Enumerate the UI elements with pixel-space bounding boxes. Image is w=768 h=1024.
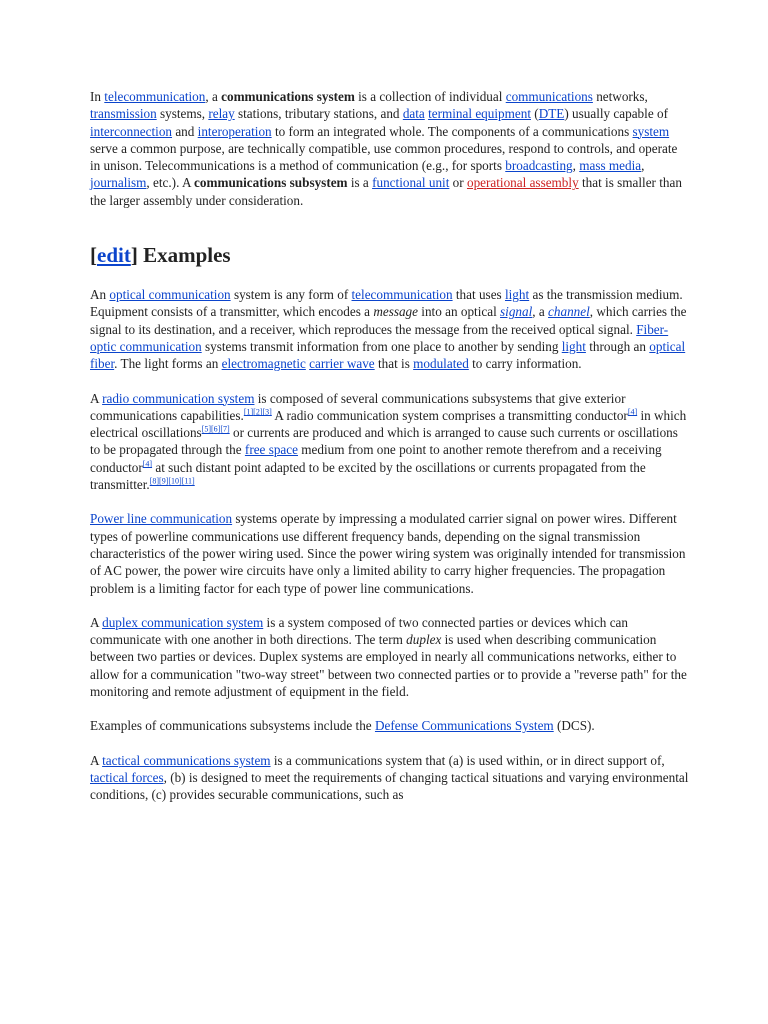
link-channel[interactable] <box>548 304 590 319</box>
intro-paragraph <box>90 88 690 209</box>
article-body <box>90 88 690 821</box>
link-radio-communication-system[interactable]: radio communication system <box>102 390 255 406</box>
text-run: through an <box>585 338 650 354</box>
link-broadcasting[interactable]: broadcasting <box>505 158 573 174</box>
bracket-open: [ <box>90 243 97 268</box>
link-light[interactable]: light <box>561 338 586 354</box>
paragraph-subsystem-examples <box>90 717 690 734</box>
text-run: systems operate by impressing a modulated carrier signal on power wires. Different types of powerline communications use different frequency bands, depending on the signal transmission characteristics of the power wiring used. Since the power wiring system was originally intended for transmission of AC power, the power wire circuits have only a limited ability to carry higher frequencies. The propagation problem is a limiting factor for each type of power line communications. <box>90 511 686 596</box>
citation-group <box>150 477 195 486</box>
text-run: that uses <box>452 287 505 303</box>
citation-link[interactable]: [7] <box>220 424 230 434</box>
text-run: networks, <box>592 89 648 104</box>
citation-group <box>202 425 230 434</box>
link-duplex-communication-system[interactable]: duplex communication system <box>102 614 264 630</box>
text-run: ( <box>530 106 539 122</box>
text-run: systems transmit information from one place to another by sending <box>201 338 562 354</box>
text-run: , etc.). A <box>146 175 195 191</box>
text-run: is a <box>347 175 373 191</box>
link-tactical-forces[interactable]: tactical forces <box>90 769 164 785</box>
section-title: Examples <box>137 243 231 268</box>
citation-group <box>143 459 152 468</box>
link-signal[interactable] <box>500 304 532 319</box>
bracket-close: ] <box>130 243 138 268</box>
section-heading-examples <box>90 242 690 268</box>
text-run: that is smaller than the larger assembly under consideration. <box>90 175 682 208</box>
text-run: A <box>90 614 103 630</box>
citation-link[interactable]: [10] <box>168 476 182 486</box>
link-defense-communications-system[interactable]: Defense Communications System <box>374 718 554 734</box>
text-run: . The light forms an <box>114 356 222 372</box>
link-transmission[interactable]: transmission <box>90 106 157 122</box>
citation-link[interactable]: [1] <box>243 407 254 417</box>
text-run: and <box>172 123 198 139</box>
bold-term: communications subsystem <box>194 175 348 191</box>
citation-link[interactable]: [6] <box>211 424 221 434</box>
citation-link[interactable]: [4] <box>627 407 638 417</box>
bold-term: communications system <box>221 89 355 104</box>
text-run: A radio communication system comprises a transmitting conductor <box>271 407 628 423</box>
text-run: serve a common purpose, are technically compatible, use common procedures, respond to controls, and operate in unison. Telecommunications is a method of communication (e.g., for sports <box>90 140 678 174</box>
text-run: as the transmission medium. Equipment consists of a transmitter, which encodes a <box>90 287 683 320</box>
link-power-line-communication[interactable]: Power line communication <box>90 511 233 527</box>
link-operational-assembly[interactable]: operational assembly <box>466 175 579 191</box>
text-run: is a collection of individual <box>354 89 506 104</box>
text-run: medium from one point to another remote therefrom and a receiving conductor <box>90 442 662 475</box>
text-run: , (b) is designed to meet the requirements of changing tactical situations and varying environmental conditions, (c) provides securable communications, such as <box>90 769 689 803</box>
text-run: at such distant point adapted to be excited by the oscillations or currents propagated from the transmitter. <box>90 459 646 493</box>
link-relay[interactable]: relay <box>208 106 235 122</box>
text-run: ) usually capable of <box>564 106 668 122</box>
citation-link[interactable]: [8] <box>149 476 160 486</box>
link-tactical-communications-system[interactable]: tactical communications system <box>102 752 271 768</box>
link-carrier-wave[interactable]: carrier wave <box>309 356 375 372</box>
citation-link[interactable]: [9] <box>159 476 169 486</box>
text-run: Examples of communications subsystems include the <box>90 718 375 734</box>
paragraph-duplex-communication <box>90 614 690 700</box>
citation-link[interactable]: [4] <box>142 459 153 469</box>
text-run: An <box>90 287 110 303</box>
link-journalism[interactable]: journalism <box>90 175 147 191</box>
edit-section-link[interactable]: edit <box>97 243 131 268</box>
text-run: or <box>449 175 467 191</box>
link-dte[interactable]: DTE <box>538 106 565 122</box>
link-modulated[interactable]: modulated <box>413 356 469 372</box>
text-run: is a system composed of two connected parties or devices which can communicate with one another in both directions. The term <box>90 614 628 648</box>
link-free-space[interactable]: free space <box>244 442 298 458</box>
link-terminal-equipment[interactable]: terminal equipment <box>428 106 531 122</box>
link-interoperation[interactable]: interoperation <box>197 123 272 139</box>
link-text-italic: channel <box>548 304 590 320</box>
citation-link[interactable]: [5] <box>201 424 212 434</box>
link-optical-communication[interactable]: optical communication <box>109 287 231 303</box>
text-run: , <box>641 158 645 174</box>
text-run: , a <box>532 304 549 320</box>
text-run: (DCS). <box>553 718 595 734</box>
link-mass-media[interactable]: mass media <box>579 158 642 174</box>
text-run: in which electrical oscillations <box>90 407 687 441</box>
citation-group <box>244 407 272 416</box>
link-text-italic: signal <box>500 304 533 320</box>
citation-group <box>628 407 637 416</box>
text-run: to form an integrated whole. The components of a communications <box>271 123 633 139</box>
link-optical-fiber[interactable]: optical fiber <box>90 338 686 372</box>
italic-term: message <box>373 304 418 320</box>
text-run: or currents are produced and which is arranged to cause such currents or oscillations to be propagated through the <box>90 425 678 458</box>
paragraph-tactical-communications <box>90 752 690 804</box>
link-light[interactable]: light <box>504 287 530 303</box>
text-run: is a communications system that (a) is used within, or in direct support of, <box>270 752 665 768</box>
citation-link[interactable]: [3] <box>262 407 272 417</box>
link-telecommunication[interactable]: telecommunication <box>351 287 453 303</box>
link-data[interactable]: data <box>402 106 425 122</box>
text-run: system is any form of <box>230 287 352 303</box>
paragraph-radio-communication <box>90 390 690 494</box>
citation-link[interactable]: [2] <box>253 407 263 417</box>
text-run: A <box>90 752 103 768</box>
text-run: to carry information. <box>468 356 582 372</box>
italic-term: duplex <box>406 632 442 648</box>
text-run: , a <box>205 89 222 104</box>
citation-link[interactable]: [11] <box>181 476 195 486</box>
text-run: into an optical <box>418 304 501 320</box>
link-functional-unit[interactable]: functional unit <box>372 175 450 191</box>
paragraph-power-line-communication <box>90 510 690 596</box>
text-run: , <box>572 158 580 174</box>
text-run: that is <box>374 356 414 372</box>
link-communications[interactable]: communications <box>505 89 593 104</box>
text-run: systems, <box>156 106 209 122</box>
text-run: is composed of several communications subsystems that give exterior communications capabilities. <box>90 390 626 423</box>
text-run: stations, tributary stations, and <box>234 106 403 122</box>
link-electromagnetic[interactable]: electromagnetic <box>221 356 306 372</box>
link-interconnection[interactable]: interconnection <box>90 123 173 139</box>
link-telecommunication[interactable]: telecommunication <box>104 89 206 104</box>
text-run: In <box>90 89 105 104</box>
text-run: , which carries the signal to its destination, and a receiver, which reproduces the message from the received optical signal. <box>90 304 687 337</box>
link-system[interactable]: system <box>632 123 670 139</box>
text-run: is used when describing communication between two parties or devices. Duplex systems are employed in nearly all communications networks, either to allow for a communication "two-way street" between two connected parties or to provide a "reverse path" for the monitoring and remote adjustment of equipment in the field. <box>90 632 687 700</box>
link-fiber-optic-communication[interactable]: Fiber-optic communication <box>90 321 669 354</box>
paragraph-optical-communication <box>90 286 690 372</box>
text-run: A <box>90 390 103 406</box>
